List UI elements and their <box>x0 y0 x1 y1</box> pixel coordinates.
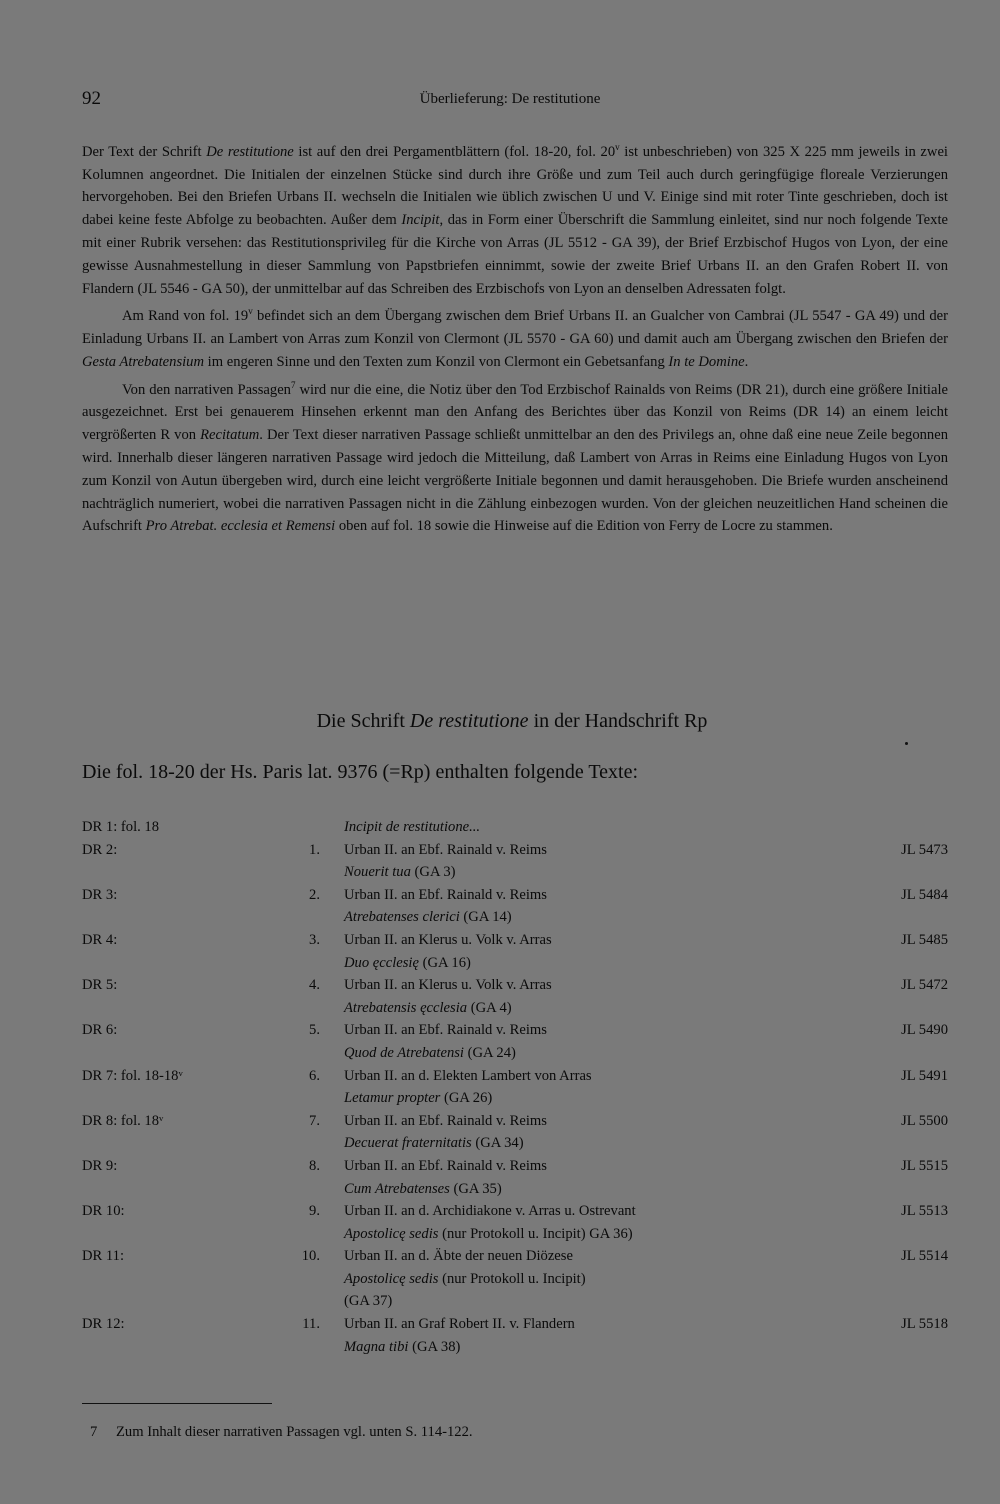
text-run: ist unbeschrieben) von 325 X 225 mm jeweils in zwei Kolumnen angeordnet. Die Initialen der einzelnen Stücke sind durch ihre Größe und zum Teil auch durch geringfügige floreale Verzierungen hervorgehoben. Bei den Briefen Urbans II. wechseln die Initialen wie üblich zwischen U und V. Einige sind mit roter Tinte geschrieben, doch ist dabei keine feste Abfolge zu beobachten. Außer dem <box>82 143 948 229</box>
item-line1: Urban II. an d. Äbte der neuen Diözese <box>344 1248 573 1265</box>
item-line1: Urban II. an Klerus u. Volk v. Arras <box>344 977 552 994</box>
paragraph-3 <box>82 374 948 538</box>
item-description <box>344 816 480 839</box>
paragraph-1 <box>82 136 948 300</box>
item-description <box>344 1110 547 1155</box>
item-description <box>344 1313 575 1358</box>
text-run: im engeren Sinne und den Texten zum Konzil von Clermont ein Gebetsanfang <box>204 353 669 370</box>
contents-row <box>82 884 952 929</box>
superscript: v <box>615 142 620 152</box>
dr-label: DR 6: <box>82 1022 118 1039</box>
item-ga-ref: (GA 34) <box>471 1135 524 1152</box>
footnote <box>90 1424 473 1441</box>
item-ga-ref: (nur Protokoll u. Incipit) GA 36) <box>438 1225 633 1242</box>
contents-row <box>82 816 952 839</box>
title-run: Die Schrift <box>316 710 410 732</box>
italic-run: Recitatum <box>200 427 260 444</box>
contents-row <box>82 1245 952 1313</box>
item-number: 2. <box>309 886 320 903</box>
title-run: in der Handschrift Rp <box>528 710 708 732</box>
dr-label: DR 12: <box>82 1316 125 1333</box>
item-number: 8. <box>309 1157 320 1174</box>
section-title <box>0 710 1000 733</box>
jl-number: JL 5514 <box>901 1248 948 1265</box>
item-description <box>344 839 547 884</box>
item-ga-ref: (GA 24) <box>463 1044 516 1061</box>
item-number: 10. <box>301 1248 320 1265</box>
jl-number: JL 5515 <box>901 1157 948 1174</box>
footnote-text: Zum Inhalt dieser narrativen Passagen vgl. unten S. 114-122. <box>116 1424 473 1440</box>
contents-row <box>82 839 952 884</box>
text-run: , das in Form einer Überschrift die Sammlung einleitet, sind nur noch folgende Texte mit einer Rubrik versehen: das Restitutionsprivileg für die Kirche von Arras (JL 5512 - GA 39), der Brief Erzbischof Hugos von Lyon, der eine gewisse Ausnahmestellung in dieser Sammlung von Papstbriefen einnimmt, sowie der zweite Brief Urbans II. an den Grafen Robert II. von Flandern (JL 5546 - GA 50), der unmittelbar auf das Schreiben des Erzbischofs von Lyon an denselben Adressaten folgt. <box>82 212 948 297</box>
text-run: befindet sich an dem Übergang zwischen dem Brief Urbans II. an Gualcher von Cambrai (JL 5547 - GA 49) und der Einladung Urbans II. an Lambert von Arras zum Konzil von Clermont (JL 5570 - GA 60) und damit auch am Übergang zwischen den Briefen der <box>82 308 948 348</box>
contents-row <box>82 929 952 974</box>
item-line1: Urban II. an Ebf. Rainald v. Reims <box>344 841 547 858</box>
item-number: 4. <box>309 977 320 994</box>
item-ga-ref: (GA 38) <box>408 1338 461 1355</box>
dr-label: DR 10: <box>82 1203 125 1220</box>
stray-dot <box>905 742 908 745</box>
text-run: Der Text der Schrift <box>82 143 207 160</box>
contents-row <box>82 1313 952 1358</box>
item-description <box>344 929 552 974</box>
text-run: . Der Text dieser narrativen Passage schließt unmittelbar an den des Privilegs an, ohne daß eine neue Zeile begonnen wird. Innerhalb dieser längeren narrativen Passage wird jedoch die Mitteilung, daß Lambert von Arras in Reims eine Einladung Hugos von Lyon zum Konzil von Autun übergeben wird, durch eine leicht vergrößerte Initiale begonnen und damit herausgehoben. Die Briefe wurden anscheinend nachträglich numeriert, wobei die narrativen Passagen nicht in die Zählung einbezogen wurden. Von der gleichen neuzeitlichen Hand scheinen die Aufschrift <box>82 427 948 535</box>
item-number: 9. <box>309 1203 320 1220</box>
footnote-rule <box>82 1403 272 1404</box>
italic-run: Pro Atrebat. ecclesia et Remensi <box>145 518 336 535</box>
item-number: 7. <box>309 1112 320 1129</box>
section-subtitle: Die fol. 18-20 der Hs. Paris lat. 9376 (=Rp) enthalten folgende Texte: <box>82 761 639 783</box>
jl-number: JL 5484 <box>901 886 948 903</box>
italic-run: De restitutione <box>206 143 294 160</box>
contents-row <box>82 1200 952 1245</box>
running-head: Überlieferung: De restitutione <box>419 91 601 107</box>
jl-number: JL 5485 <box>901 931 948 948</box>
jl-number: JL 5473 <box>901 841 948 858</box>
italic-run: Gesta Atrebatensium <box>82 353 205 370</box>
item-ga-ref: (GA 4) <box>467 999 512 1016</box>
dr-label: DR 9: <box>82 1157 118 1174</box>
item-line1: Urban II. an d. Elekten Lambert von Arras <box>344 1067 592 1084</box>
dr-label: DR 3: <box>82 886 118 903</box>
jl-number: JL 5490 <box>901 1022 948 1039</box>
jl-number: JL 5518 <box>901 1316 948 1333</box>
item-description <box>344 1155 547 1200</box>
dr-label: DR 7: fol. 18-18ᵛ <box>82 1067 183 1084</box>
text-run: Von den narrativen Passagen <box>122 381 291 398</box>
item-line1: Urban II. an Ebf. Rainald v. Reims <box>344 1022 547 1039</box>
text-run: wird nur die eine, die Notiz über den Tod Erzbischof Rainalds von Reims (DR 21), durch eine größere Initiale ausgezeichnet. Erst bei genauerem Hinsehen erkennt man den Anfang des Berichtes über das Konzil von Reims (DR 14) an einem leicht vergrößerten R von <box>82 381 948 444</box>
item-line1: Urban II. an Ebf. Rainald v. Reims <box>344 1112 547 1129</box>
item-ga-ref: (GA 14) <box>459 909 512 926</box>
item-description <box>344 1065 592 1110</box>
footnote-reference: 7 <box>290 379 296 390</box>
item-line1: Urban II. an Ebf. Rainald v. Reims <box>344 886 547 903</box>
item-number: 11. <box>302 1316 320 1333</box>
item-line1: Incipit de restitutione... <box>344 819 481 835</box>
item-ga-ref: (nur Protokoll u. Incipit) <box>438 1270 586 1287</box>
item-description <box>344 884 547 929</box>
dr-label: DR 1: fol. 18 <box>82 819 160 835</box>
item-description <box>344 1019 547 1064</box>
jl-number: JL 5513 <box>901 1203 948 1220</box>
item-number: 5. <box>309 1022 320 1039</box>
jl-number: JL 5491 <box>901 1067 948 1084</box>
item-incipit: Quod de Atrebatensi <box>344 1044 464 1061</box>
superscript: v <box>248 306 253 317</box>
item-number: 1. <box>309 841 320 858</box>
text-run: ist auf den drei Pergamentblättern (fol. 18-20, fol. 20 <box>293 143 616 160</box>
item-incipit: Cum Atrebatenses <box>344 1180 450 1197</box>
item-line1: Urban II. an Ebf. Rainald v. Reims <box>344 1157 547 1174</box>
item-incipit: Atrebatensis ęcclesia <box>344 999 468 1016</box>
contents-row <box>82 974 952 1019</box>
dr-label: DR 5: <box>82 977 118 994</box>
item-line1: Urban II. an d. Archidiakone v. Arras u. Ostrevant <box>344 1203 636 1220</box>
item-description <box>344 974 552 1019</box>
item-ga-ref: (GA 35) <box>449 1180 502 1197</box>
dr-label: DR 2: <box>82 841 118 858</box>
jl-number: JL 5472 <box>901 977 948 994</box>
italic-run: Incipit <box>401 212 440 229</box>
dr-label: DR 11: <box>82 1248 125 1265</box>
page-number: 92 <box>82 88 101 109</box>
item-incipit: Apostolicę sedis <box>344 1225 439 1242</box>
contents-list <box>82 816 952 1358</box>
title-italic-run: De restitutione <box>409 710 529 732</box>
item-number: 3. <box>309 931 320 948</box>
item-line3: (GA 37) <box>344 1293 393 1310</box>
item-incipit: Letamur propter <box>344 1090 441 1107</box>
italic-run: In te Domine <box>668 353 745 370</box>
item-incipit: Decuerat fraternitatis <box>344 1135 472 1152</box>
body-text <box>82 136 948 538</box>
item-ga-ref: (GA 16) <box>418 954 471 971</box>
text-run: oben auf fol. 18 sowie die Hinweise auf die Edition von Ferry de Locre zu stammen. <box>335 518 833 535</box>
item-ga-ref: (GA 26) <box>440 1090 493 1107</box>
footnote-number: 7 <box>90 1424 98 1440</box>
contents-row <box>82 1019 952 1064</box>
item-number: 6. <box>309 1067 320 1084</box>
item-ga-ref: (GA 3) <box>410 864 456 881</box>
jl-number: JL 5500 <box>901 1112 948 1129</box>
contents-row <box>82 1155 952 1200</box>
item-description <box>344 1200 636 1245</box>
item-incipit: Apostolicę sedis <box>344 1270 439 1287</box>
item-incipit: Nouerit tua <box>344 864 411 881</box>
item-description <box>344 1245 586 1313</box>
paragraph-2 <box>82 300 948 373</box>
dr-label: DR 4: <box>82 931 118 948</box>
contents-row <box>82 1065 952 1110</box>
dr-label: DR 8: fol. 18ᵛ <box>82 1112 164 1129</box>
item-incipit: Duo ęcclesię <box>344 954 419 971</box>
item-line1: Urban II. an Klerus u. Volk v. Arras <box>344 931 552 948</box>
text-run: Am Rand von fol. 19 <box>122 308 249 325</box>
contents-row <box>82 1110 952 1155</box>
item-incipit: Atrebatenses clerici <box>344 909 460 926</box>
item-incipit: Magna tibi <box>344 1338 409 1355</box>
text-run: . <box>744 353 749 370</box>
item-line1: Urban II. an Graf Robert II. v. Flandern <box>344 1316 575 1333</box>
